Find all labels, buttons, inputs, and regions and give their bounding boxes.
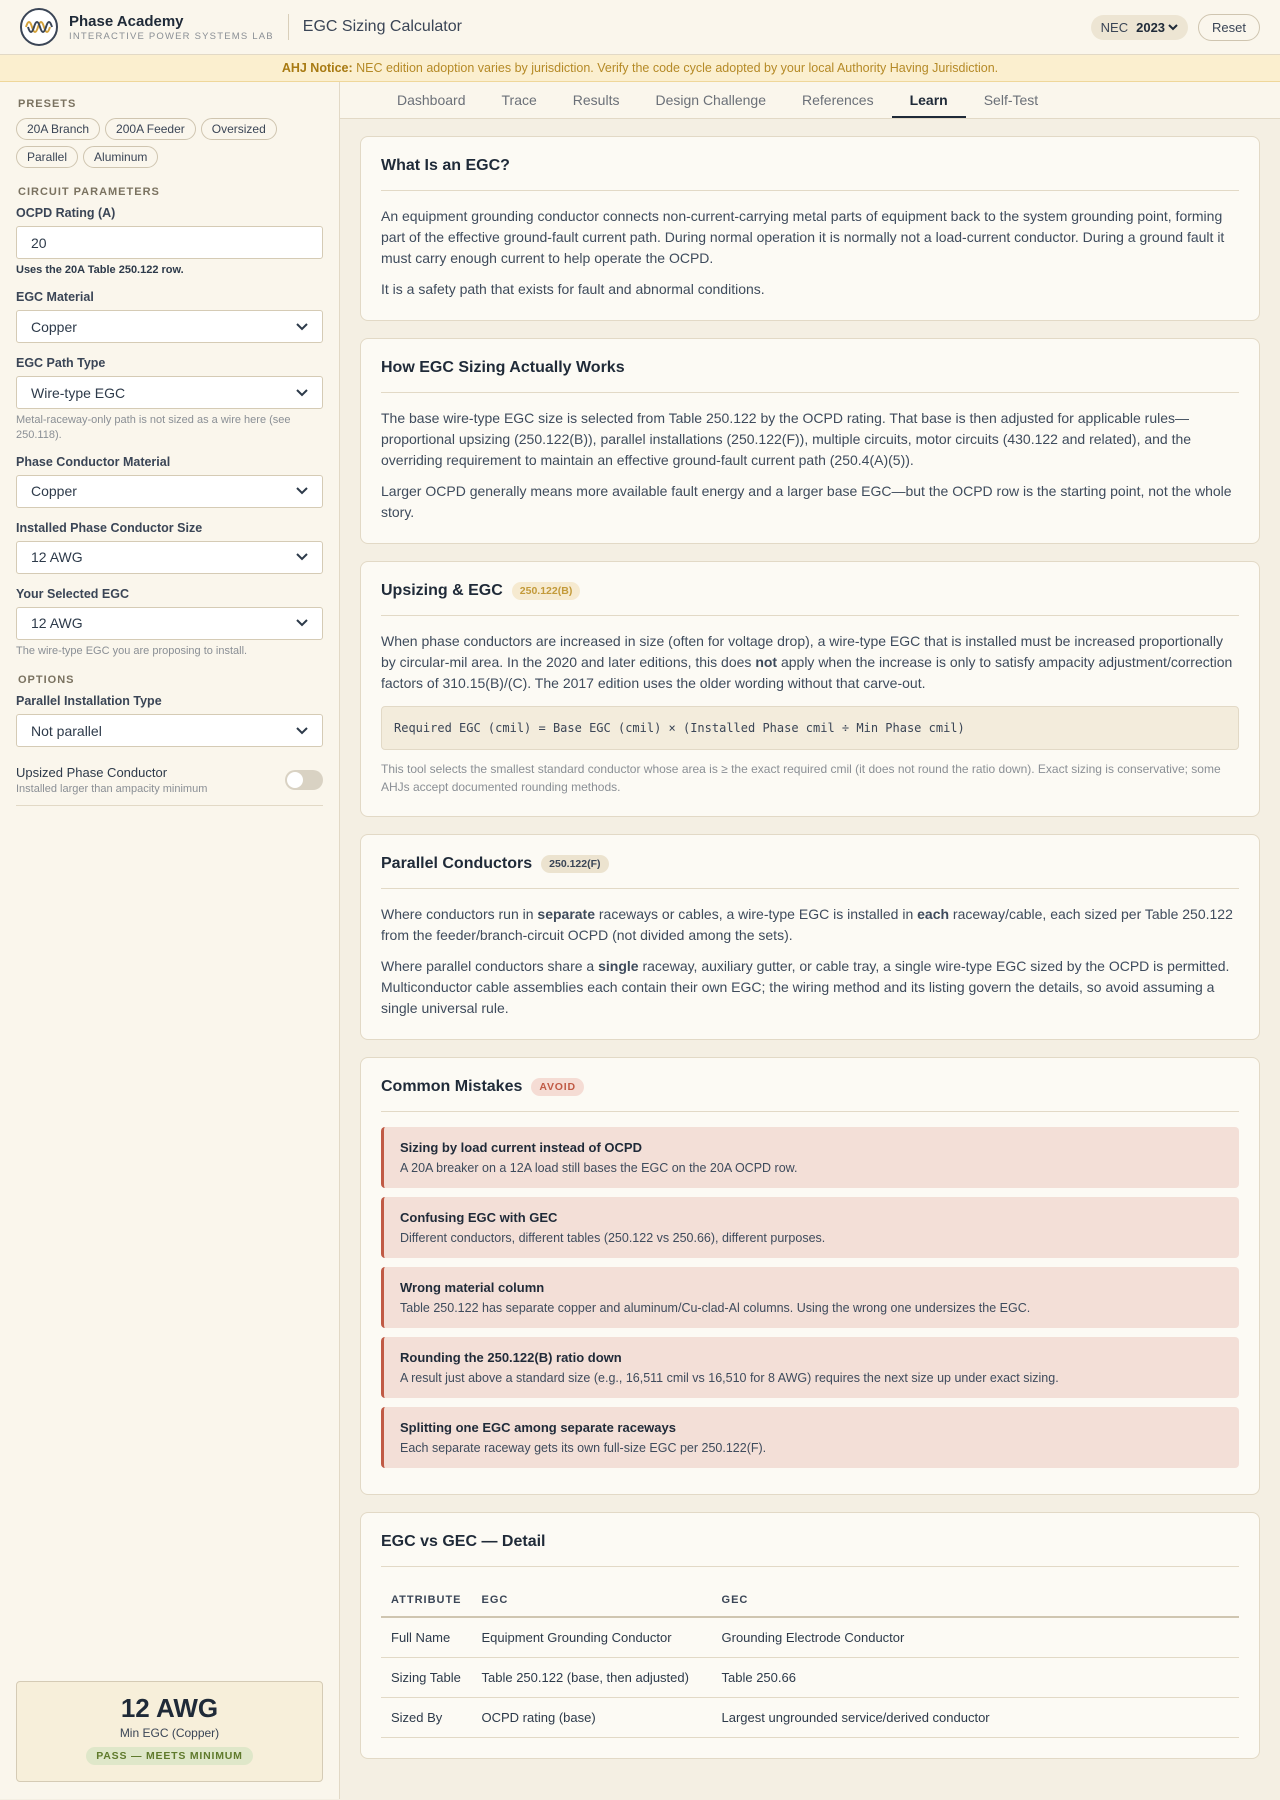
card-title [381,582,1239,616]
mistake-title: Confusing EGC with GEC [400,1210,558,1225]
table-row [381,1698,1239,1738]
text-run: Where conductors run in [381,906,538,922]
card-upsizing [360,561,1260,817]
mistake-title: Rounding the 250.122(B) ratio down [400,1350,622,1365]
preset-parallel[interactable]: Parallel [16,146,78,168]
upsized-phase-subtitle: Installed larger than ampacity minimum [16,783,208,796]
preset-aluminum[interactable]: Aluminum [83,146,158,168]
emphasis: separate [537,906,595,922]
ocpd-input[interactable] [16,226,323,259]
egc-material-field [16,290,323,343]
upsized-phase-row [16,765,323,806]
waveform-icon [24,16,54,38]
code-reference-badge: 250.122(F) [541,855,608,873]
card-title [381,359,1239,393]
table-cell: Full Name [381,1617,472,1658]
path-type-value: Wire-type EGC [31,384,126,401]
card-title-text: What Is an EGC? [381,157,510,174]
column-header: GEC [712,1582,1239,1617]
card-title [381,1078,1239,1112]
table-cell: OCPD rating (base) [472,1698,712,1738]
column-header: EGC [472,1582,712,1617]
mistake-item [381,1267,1239,1328]
mistake-item [381,1337,1239,1398]
text-run: raceways or cables, a wire-type EGC is installed in [595,906,918,922]
phase-size-label: Installed Phase Conductor Size [16,520,203,535]
emphasis: not [755,654,778,670]
preset-chips [16,118,323,168]
status-badge: PASS — MEETS MINIMUM [86,1747,252,1765]
ocpd-label: OCPD Rating (A) [16,206,116,220]
ahj-notice-text: NEC edition adoption varies by jurisdiction. Verify the code cycle adopted by your local Authority Having Jurisdiction. [352,61,999,75]
text-run: raceway, auxiliary gutter, or cable tray, a single wire-type EGC sized by the OCPD is permitted. Multiconductor cable assemblies each contain their own EGC; the wiring method and its listing govern the details, so avoid assuming a single universal rule. [381,958,1230,1016]
paragraph [381,956,1239,1019]
selected-egc-value: 12 AWG [31,615,83,632]
table-row [381,1617,1239,1658]
text-run: When phase conductors are increased in size (often for voltage drop), a wire-type EGC that is installed must be increased proportionally by circular-mil area. In the 2020 and later editions, this does [381,633,1223,670]
nec-year-value: 2023 [1136,19,1166,35]
note-text: This tool selects the smallest standard conductor whose area is ≥ the exact required cmil (it does not round the ratio down). Exact sizing is conservative; some AHJs accept documented rounding methods. [381,762,1221,794]
mistake-body: Each separate raceway gets its own full-size EGC per 250.122(F). [400,1441,767,1455]
ahj-notice [0,55,1280,82]
upsized-phase-title: Upsized Phase Conductor [16,765,168,781]
parallel-value: Not parallel [31,722,102,739]
card-title [381,855,1239,889]
mistake-item [381,1407,1239,1468]
ahj-notice-label: AHJ Notice: [281,61,353,75]
sidebar [0,82,340,1799]
paragraph: An equipment grounding conductor connects non-current-carrying metal parts of equipment back to the system grounding point, forming part of the effective ground-fault current path. During normal operation it is normally not a load-current conductor. During a ground fault it must carry enough current to help operate the OCPD. [381,208,1225,266]
table-cell: Grounding Electrode Conductor [712,1617,1239,1658]
chevron-down-icon [296,389,308,397]
app-title: EGC Sizing Calculator [302,18,462,35]
mistake-title: Splitting one EGC among separate raceways [400,1420,676,1435]
card-title-text: Upsizing & EGC [381,582,503,599]
tab-self-test[interactable]: Self-Test [983,92,1039,108]
table-header-row [381,1582,1239,1617]
path-type-help: Metal-raceway-only path is not sized as a wire here (see 250.118). [16,414,291,441]
circuit-parameters-heading: CIRCUIT PARAMETERS [18,186,160,198]
selected-egc-help: The wire-type EGC you are proposing to install. [16,644,248,657]
tab-bar [340,82,1280,119]
chevron-down-icon [296,619,308,627]
text-run: raceway/cable, each sized per Table 250.122 from the feeder/branch-circuit OCPD (not divided among the sets). [381,906,1233,943]
preset-20a-branch[interactable]: 20A Branch [16,118,100,140]
card-title-text: Parallel Conductors [381,855,533,872]
header-divider [288,14,289,40]
tab-references[interactable]: References [802,92,874,108]
card-how-sizing-works [360,338,1260,544]
chevron-down-icon [296,487,308,495]
code-reference-badge: 250.122(B) [512,582,581,600]
card-title-text: EGC vs GEC — Detail [381,1533,546,1550]
mistake-body: A result just above a standard size (e.g., 16,511 cmil vs 16,510 for 8 AWG) requires the next size up under exact sizing. [400,1371,1059,1385]
result-summary [16,1681,323,1782]
phase-size-select[interactable] [16,541,323,574]
phase-material-value: Copper [31,483,77,500]
table-cell: Sizing Table [381,1658,472,1698]
path-type-field [16,356,323,442]
paragraph [381,631,1239,694]
egc-material-select[interactable] [16,310,323,343]
reset-button[interactable]: Reset [1198,14,1260,41]
paragraph: It is a safety path that exists for fault and abnormal conditions. [381,281,765,297]
paragraph: The base wire-type EGC size is selected from Table 250.122 by the OCPD rating. That base is then adjusted for applicable rules—proportional upsizing (250.122(B)), parallel installations (250.122(F)), multiple circuits, motor circuits (430.122 and related), and the overriding requirement to maintain an effective ground-fault current path (250.4(A)(5)). [381,410,1192,468]
parallel-select[interactable] [16,714,323,747]
comparison-table [381,1582,1239,1738]
path-type-label: EGC Path Type [16,356,106,371]
upsized-phase-toggle[interactable] [285,770,323,790]
nec-label: NEC [1100,19,1129,35]
paragraph [381,904,1239,946]
card-parallel-conductors [360,834,1260,1040]
card-common-mistakes [360,1057,1260,1495]
table-cell: Table 250.66 [712,1658,1239,1698]
tab-learn[interactable]: Learn [892,82,966,118]
mistake-body: A 20A breaker on a 12A load still bases the EGC on the 20A OCPD row. [400,1161,798,1175]
phase-material-label: Phase Conductor Material [16,454,171,469]
table-cell: Sized By [381,1698,472,1738]
result-size: 12 AWG [120,1693,219,1723]
table-cell: Largest ungrounded service/derived conductor [712,1698,1239,1738]
nec-edition-select[interactable] [1091,15,1188,40]
ocpd-value: 20 [31,234,47,251]
ocpd-help: Uses the 20A Table 250.122 row. [16,264,184,276]
table-row [381,1658,1239,1698]
chevron-down-icon [296,323,308,331]
mistake-body: Table 250.122 has separate copper and aluminum/Cu-clad-Al columns. Using the wrong one undersizes the EGC. [400,1301,1031,1315]
presets-heading: PRESETS [18,98,77,110]
formula-box: Required EGC (cmil) = Base EGC (cmil) × (Installed Phase cmil ÷ Min Phase cmil) [381,706,1239,750]
emphasis: each [917,906,950,922]
selected-egc-select[interactable] [16,607,323,640]
mistake-item [381,1127,1239,1188]
text-run: apply when the increase is only to satisfy ampacity adjustment/correction factors of 310.15(B)/(C). The 2017 edition uses the older wording without that carve-out. [381,654,1233,691]
table-cell: Equipment Grounding Conductor [472,1617,712,1658]
parallel-field [16,694,323,747]
chevron-down-icon [296,553,308,561]
brand [69,13,274,42]
selected-egc-label: Your Selected EGC [16,586,129,601]
paragraph: Larger OCPD generally means more available fault energy and a larger base EGC—but the OCPD row is the starting point, not the whole story. [381,483,1232,520]
avoid-badge: AVOID [531,1078,583,1096]
mistake-title: Sizing by load current instead of OCPD [400,1140,642,1155]
phase-material-select[interactable] [16,475,323,508]
phase-size-field [16,521,323,574]
tab-design-challenge[interactable]: Design Challenge [655,92,766,108]
nec-year [1136,20,1178,35]
egc-material-label: EGC Material [16,290,94,305]
ocpd-field [16,206,323,277]
card-title [381,1533,1239,1567]
brand-name: Phase Academy [69,12,184,30]
result-subtitle: Min EGC (Copper) [119,1726,220,1740]
egc-material-value: Copper [31,318,77,335]
preset-oversized[interactable]: Oversized [201,118,277,140]
emphasis: single [598,958,639,974]
phase-academy-logo[interactable] [20,8,58,46]
main-content [340,82,1280,1799]
brand-subtitle: INTERACTIVE POWER SYSTEMS LAB [69,30,274,42]
card-egc-vs-gec [360,1512,1260,1759]
card-title [381,157,1239,191]
mistake-title: Wrong material column [400,1280,545,1295]
options-heading: OPTIONS [18,674,75,687]
card-title-text: How EGC Sizing Actually Works [381,359,625,376]
path-type-select[interactable] [16,376,323,409]
text-run: Where parallel conductors share a [381,958,599,974]
phase-material-field [16,455,323,508]
mistake-item [381,1197,1239,1258]
selected-egc-field [16,587,323,658]
top-bar [0,0,1280,55]
chevron-down-icon [1168,23,1178,31]
card-title-text: Common Mistakes [381,1078,523,1095]
parallel-label: Parallel Installation Type [16,694,162,709]
preset-200a-feeder[interactable]: 200A Feeder [105,118,196,140]
tab-results[interactable]: Results [572,92,620,108]
chevron-down-icon [296,727,308,735]
card-what-is-egc [360,136,1260,321]
phase-size-value: 12 AWG [31,549,83,566]
table-cell: Table 250.122 (base, then adjusted) [472,1658,712,1698]
mistake-body: Different conductors, different tables (250.122 vs 250.66), different purposes. [400,1231,826,1245]
tab-trace[interactable]: Trace [501,92,537,108]
tab-dashboard[interactable]: Dashboard [397,92,466,108]
column-header: ATTRIBUTE [381,1582,472,1617]
